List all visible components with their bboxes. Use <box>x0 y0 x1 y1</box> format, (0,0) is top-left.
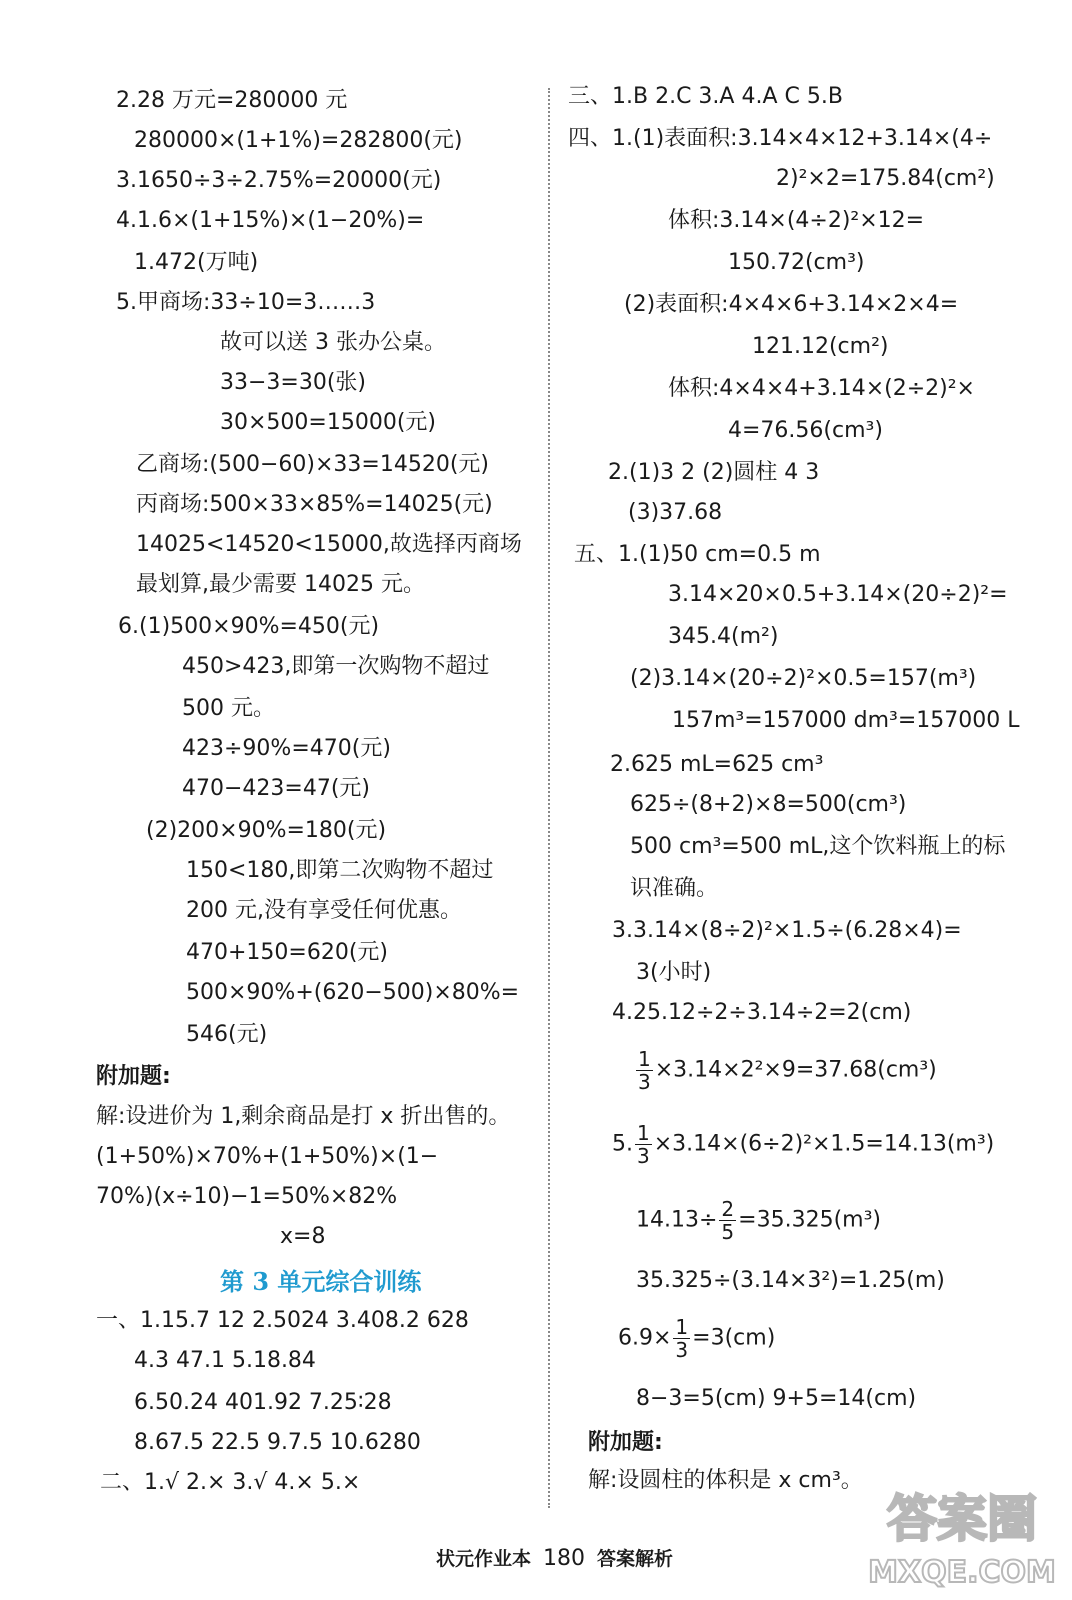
answer-line: 500×90%+(620−500)×80%= <box>186 980 520 1005</box>
answer-line: 150<180,即第二次购物不超过 <box>186 858 494 883</box>
bonus-title: 附加题: <box>96 1064 171 1089</box>
answer-line: 8.67.5 22.5 9.7.5 10.6280 <box>134 1430 421 1455</box>
answer-line: (3)37.68 <box>628 500 723 525</box>
answer-line: 故可以送 3 张办公桌。 <box>220 330 446 355</box>
answer-line: 8−3=5(cm) 9+5=14(cm) <box>636 1386 917 1411</box>
answer-line: 4=76.56(cm³) <box>728 418 883 443</box>
answer-line: 35.325÷(3.14×3²)=1.25(m) <box>636 1268 945 1293</box>
answer-line: 最划算,最少需要 14025 元。 <box>136 572 425 597</box>
answer-line: 14.13÷ $\frac{2}{5}$ =35.325(m³) <box>636 1197 881 1244</box>
answer-line: 500 cm³=500 mL,这个饮料瓶上的标 <box>630 834 1006 859</box>
answer-line: 体积:3.14×(4÷2)²×12= <box>668 208 925 233</box>
footer-book-title: 状元作业本 <box>436 1548 532 1570</box>
bonus-title: 附加题: <box>588 1430 663 1455</box>
answer-line: 4.25.12÷2÷3.14÷2=2(cm) <box>612 1000 912 1025</box>
answer-line: (2)200×90%=180(元) <box>146 818 387 843</box>
fraction: $\frac{1}{3}$ <box>638 1047 651 1094</box>
answer-line: 14025<14520<15000,故选择丙商场 <box>136 532 522 557</box>
fraction: $\frac{1}{3}$ <box>637 1121 650 1168</box>
answer-line: 30×500=15000(元) <box>220 410 437 435</box>
answer-line: 三、1.B 2.C 3.A 4.A C 5.B <box>568 84 843 109</box>
answer-line: 546(元) <box>186 1022 268 1047</box>
answer-line: 解:设进价为 1,剩余商品是打 x 折出售的。 <box>96 1104 511 1129</box>
answer-line: 一、1.15.7 12 2.5024 3.408.2 628 <box>96 1308 469 1333</box>
answer-line: 470−423=47(元) <box>182 776 371 801</box>
answer-line: 二、1.√ 2.× 3.√ 4.× 5.× <box>100 1470 361 1495</box>
answer-line: 4.3 47.1 5.18.84 <box>134 1348 316 1373</box>
answer-line: x=8 <box>280 1224 326 1249</box>
answer-line: 625÷(8+2)×8=500(cm³) <box>630 792 907 817</box>
answer-line: 识准确。 <box>630 876 719 901</box>
answer-line: 五、1.(1)50 cm=0.5 m <box>574 542 821 567</box>
answer-line: 6.(1)500×90%=450(元) <box>118 614 380 639</box>
column-divider <box>548 88 550 1508</box>
answer-line: 4.1.6×(1+15%)×(1−20%)= <box>116 208 425 233</box>
answer-line: 丙商场:500×33×85%=14025(元) <box>136 492 493 517</box>
fraction: $\frac{2}{5}$ <box>721 1197 735 1244</box>
answer-line: 3.1650÷3÷2.75%=20000(元) <box>116 168 442 193</box>
answer-line: 470+150=620(元) <box>186 940 389 965</box>
watermark-logo <box>862 1478 1062 1593</box>
watermark-text: 答案圈 <box>887 1490 1037 1548</box>
answer-line: 解:设圆柱的体积是 x cm³。 <box>588 1468 863 1493</box>
answer-line: 157m³=157000 dm³=157000 L <box>672 708 1020 733</box>
answer-line: 500 元。 <box>182 696 275 721</box>
answer-line: 体积:4×4×4+3.14×(2÷2)²× <box>668 376 975 401</box>
answer-line: 280000×(1+1%)=282800(元) <box>134 128 463 153</box>
answer-line: 33−3=30(张) <box>220 370 367 395</box>
watermark-url: MXQE.COM <box>868 1555 1056 1590</box>
answer-line: 3.3.14×(8÷2)²×1.5÷(6.28×4)= <box>612 918 962 943</box>
answer-line: 345.4(m²) <box>668 624 779 649</box>
answer-line: (2)3.14×(20÷2)²×0.5=157(m³) <box>630 666 977 691</box>
answer-line: $\frac{1}{3}$ ×3.14×2²×9=37.68(cm³) <box>638 1047 937 1094</box>
answer-line: 121.12(cm²) <box>752 334 889 359</box>
answer-line: 2.28 万元=280000 元 <box>116 88 348 113</box>
answer-line: 3.14×20×0.5+3.14×(20÷2)²= <box>668 582 1008 607</box>
section-heading: 第 3 单元综合训练 <box>220 1267 422 1296</box>
answer-line: 5. $\frac{1}{3}$ ×3.14×(6÷2)²×1.5=14.13(m³) <box>612 1121 995 1168</box>
answer-line: 450>423,即第一次购物不超过 <box>182 654 490 679</box>
answer-line: 2.625 mL=625 cm³ <box>610 752 824 777</box>
answer-line: 423÷90%=470(元) <box>182 736 391 761</box>
answer-line: 2.(1)3 2 (2)圆柱 4 3 <box>608 460 820 485</box>
answer-line: 200 元,没有享受任何优惠。 <box>186 898 462 923</box>
answer-line: 70%)(x÷10)−1=50%×82% <box>96 1184 398 1209</box>
footer-section: 答案解析 <box>597 1548 674 1570</box>
answer-line: (1+50%)×70%+(1+50%)×(1− <box>96 1144 439 1169</box>
answer-line: 3(小时) <box>636 960 712 985</box>
answer-line: 5.甲商场:33÷10=3……3 <box>116 290 376 315</box>
page-number: 180 <box>543 1546 586 1571</box>
answer-line: 6.50.24 401.92 7.25∶28 <box>134 1390 392 1415</box>
answer-line: 2)²×2=175.84(cm²) <box>776 166 995 191</box>
fraction: $\frac{1}{3}$ <box>675 1315 689 1362</box>
page-footer <box>436 1544 673 1571</box>
answer-line: 150.72(cm³) <box>728 250 865 275</box>
answer-line: (2)表面积:4×4×6+3.14×2×4= <box>624 292 959 317</box>
answer-line: 6.9× $\frac{1}{3}$ =3(cm) <box>618 1315 776 1362</box>
answer-line: 乙商场:(500−60)×33=14520(元) <box>136 452 490 477</box>
answer-line: 四、1.(1)表面积:3.14×4×12+3.14×(4÷ <box>568 126 993 151</box>
answer-line: 1.472(万吨) <box>134 250 259 275</box>
